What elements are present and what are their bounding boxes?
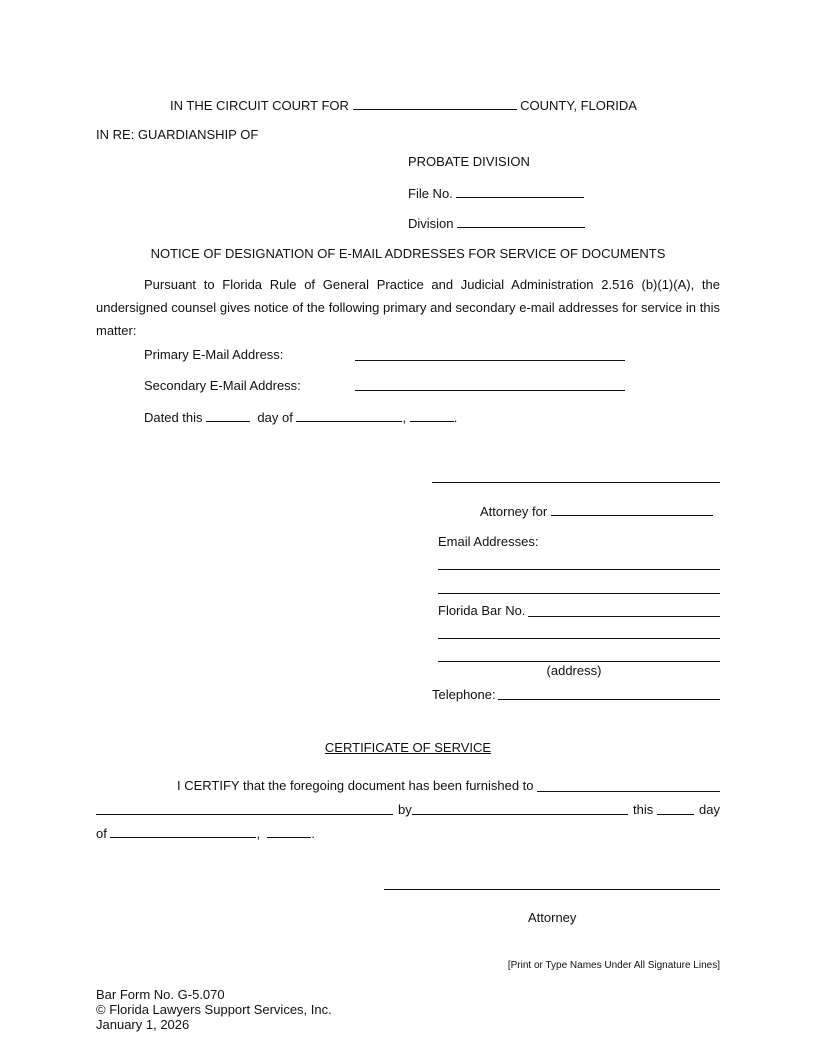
florida-bar-label: Florida Bar No. xyxy=(438,603,526,618)
copyright-line: © Florida Lawyers Support Services, Inc. xyxy=(96,1002,332,1017)
court-suffix: COUNTY, FLORIDA xyxy=(520,98,637,113)
dated-this-label: Dated this xyxy=(144,410,203,425)
attorney-for-blank[interactable] xyxy=(551,503,713,516)
primary-email-label: Primary E-Mail Address: xyxy=(144,347,284,362)
dated-comma: , xyxy=(402,410,407,425)
certify-day-line[interactable] xyxy=(657,814,694,815)
bar-form-number: Bar Form No. G-5.070 xyxy=(96,987,225,1002)
certificate-date-line xyxy=(96,825,315,842)
file-no-line xyxy=(408,185,584,202)
certify-text: I CERTIFY that the foregoing document has been furnished to xyxy=(177,778,534,793)
florida-bar-line[interactable] xyxy=(528,616,720,617)
certify-year-blank[interactable] xyxy=(267,825,311,838)
document-title: NOTICE OF DESIGNATION OF E-MAIL ADDRESSES FOR SERVICE OF DOCUMENTS xyxy=(150,246,666,261)
by-line[interactable] xyxy=(412,814,628,815)
by-label: by xyxy=(398,802,412,817)
certify-comma: , xyxy=(256,826,261,841)
dated-period: . xyxy=(453,410,458,425)
dated-year-blank[interactable] xyxy=(410,409,454,422)
county-blank[interactable] xyxy=(353,97,517,110)
secondary-email-line[interactable] xyxy=(355,390,625,391)
address-line-2[interactable] xyxy=(438,661,720,662)
address-label: (address) xyxy=(546,663,602,678)
address-line-1[interactable] xyxy=(438,638,720,639)
dated-line xyxy=(144,409,457,426)
secondary-email-label: Secondary E-Mail Address: xyxy=(144,378,301,393)
email-address-line-1[interactable] xyxy=(438,569,720,570)
print-names-note: [Print or Type Names Under All Signature Lines] xyxy=(507,960,720,971)
division-label: Division xyxy=(408,216,454,231)
day-of-label: day of xyxy=(257,410,293,425)
telephone-line[interactable] xyxy=(498,699,720,700)
telephone-label: Telephone: xyxy=(432,687,496,702)
division-line xyxy=(408,215,585,232)
certificate-heading: CERTIFICATE OF SERVICE xyxy=(324,740,492,755)
court-prefix: IN THE CIRCUIT COURT FOR xyxy=(170,98,349,113)
certificate-signature-line[interactable] xyxy=(384,889,720,890)
email-address-line-2[interactable] xyxy=(438,593,720,594)
furnished-to-line-2[interactable] xyxy=(96,814,393,815)
furnished-to-line[interactable] xyxy=(537,791,720,792)
footer-date: January 1, 2026 xyxy=(96,1017,190,1032)
attorney-for-line xyxy=(480,503,713,520)
notice-paragraph: Pursuant to Florida Rule of General Practice and Judicial Administration 2.516 (b)(1)(A), the undersigned counsel gives notice of the following primary and secondary e-mail addresses for service in this matter: xyxy=(96,277,720,338)
primary-email-line[interactable] xyxy=(355,360,625,361)
file-no-label: File No. xyxy=(408,186,453,201)
file-no-blank[interactable] xyxy=(456,185,584,198)
division-blank[interactable] xyxy=(457,215,585,228)
dated-day-blank[interactable] xyxy=(206,409,250,422)
probate-division: PROBATE DIVISION xyxy=(408,154,530,169)
signature-line[interactable] xyxy=(432,482,720,483)
email-addresses-label: Email Addresses: xyxy=(438,534,539,549)
certify-month-blank[interactable] xyxy=(110,825,256,838)
certify-period: . xyxy=(311,826,315,841)
this-label: this xyxy=(633,802,654,817)
court-caption xyxy=(170,97,637,114)
attorney-label: Attorney xyxy=(528,910,577,925)
in-re-line: IN RE: GUARDIANSHIP OF xyxy=(96,127,259,142)
dated-month-blank[interactable] xyxy=(296,409,402,422)
of-label: of xyxy=(96,826,107,841)
day-label: day xyxy=(699,802,720,817)
attorney-for-label: Attorney for xyxy=(480,504,548,519)
